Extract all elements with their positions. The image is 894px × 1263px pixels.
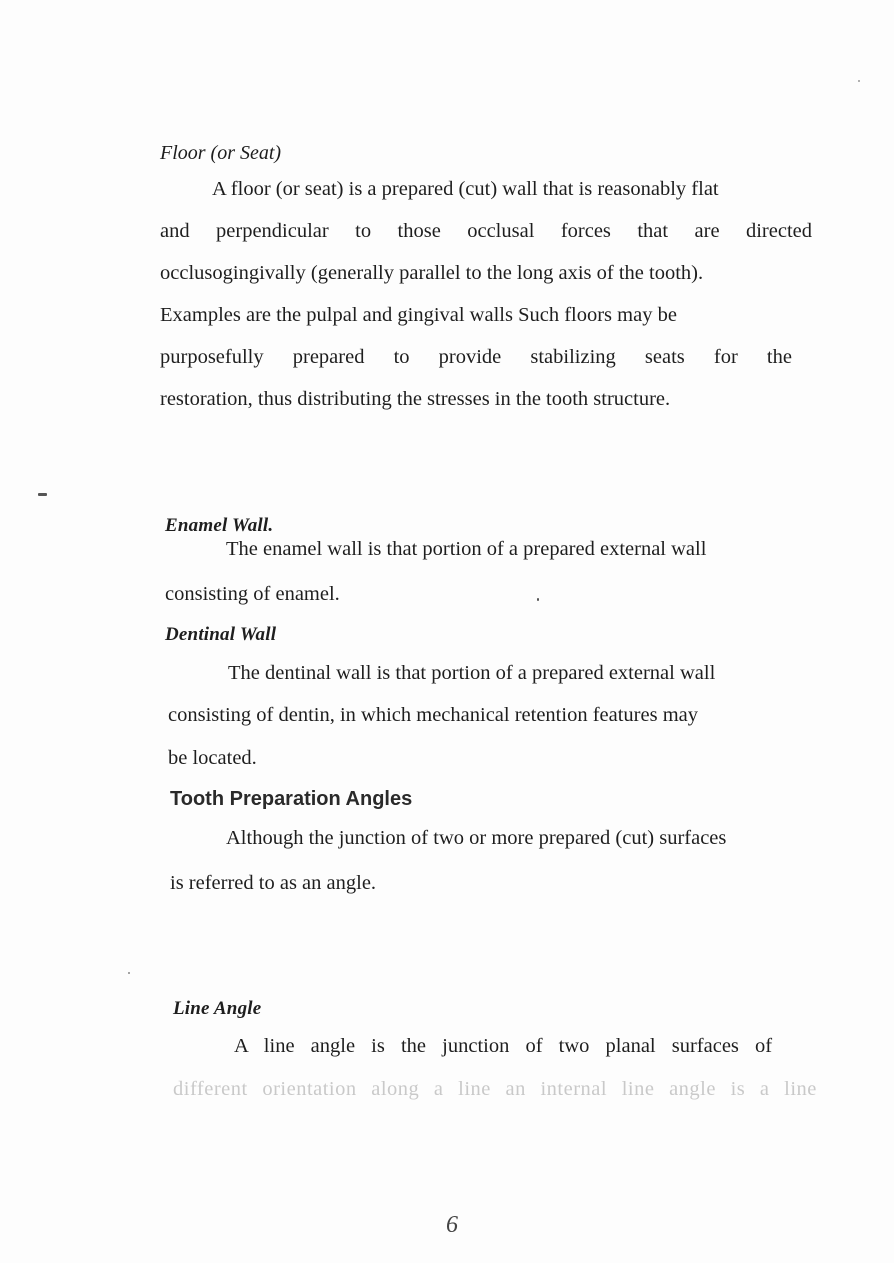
enamel-wall-line-2: consisting of enamel. xyxy=(165,583,340,605)
line-angle-line-1: A line angle is the junction of two planal surfaces of xyxy=(234,1035,773,1057)
page-number: 6 xyxy=(446,1212,458,1238)
section-title-tooth-preparation-angles: Tooth Preparation Angles xyxy=(170,788,413,810)
enamel-wall-line-1: The enamel wall is that portion of a prepared external wall xyxy=(226,538,707,560)
floor-line-3: occlusogingivally (generally parallel to the long axis of the tooth). xyxy=(160,262,704,284)
scan-mark xyxy=(858,80,860,82)
dentinal-wall-line-3: be located. xyxy=(168,747,257,769)
section-title-line-angle: Line Angle xyxy=(173,998,262,1019)
scan-mark xyxy=(537,598,539,601)
tooth-preparation-angles-line-1: Although the junction of two or more prepared (cut) surfaces xyxy=(226,827,727,849)
scan-mark xyxy=(128,972,130,974)
dentinal-wall-line-1: The dentinal wall is that portion of a prepared external wall xyxy=(228,662,716,684)
section-title-floor: Floor (or Seat) xyxy=(160,142,282,164)
section-title-enamel-wall: Enamel Wall. xyxy=(165,515,274,536)
floor-line-5: purposefully prepared to provide stabilizing seats for the xyxy=(160,346,792,368)
floor-line-1: A floor (or seat) is a prepared (cut) wall that is reasonably flat xyxy=(212,178,719,200)
floor-line-2: and perpendicular to those occlusal forces that are directed xyxy=(160,220,812,242)
scan-mark xyxy=(38,493,47,496)
tooth-preparation-angles-line-2: is referred to as an angle. xyxy=(170,872,377,894)
section-title-dentinal-wall: Dentinal Wall xyxy=(165,624,277,645)
floor-line-6: restoration, thus distributing the stresses in the tooth structure. xyxy=(160,388,671,410)
floor-line-4: Examples are the pulpal and gingival walls Such floors may be xyxy=(160,304,677,326)
line-angle-line-2: different orientation along a line an internal line angle is a line xyxy=(173,1078,817,1100)
dentinal-wall-line-2: consisting of dentin, in which mechanical retention features may xyxy=(168,704,698,726)
